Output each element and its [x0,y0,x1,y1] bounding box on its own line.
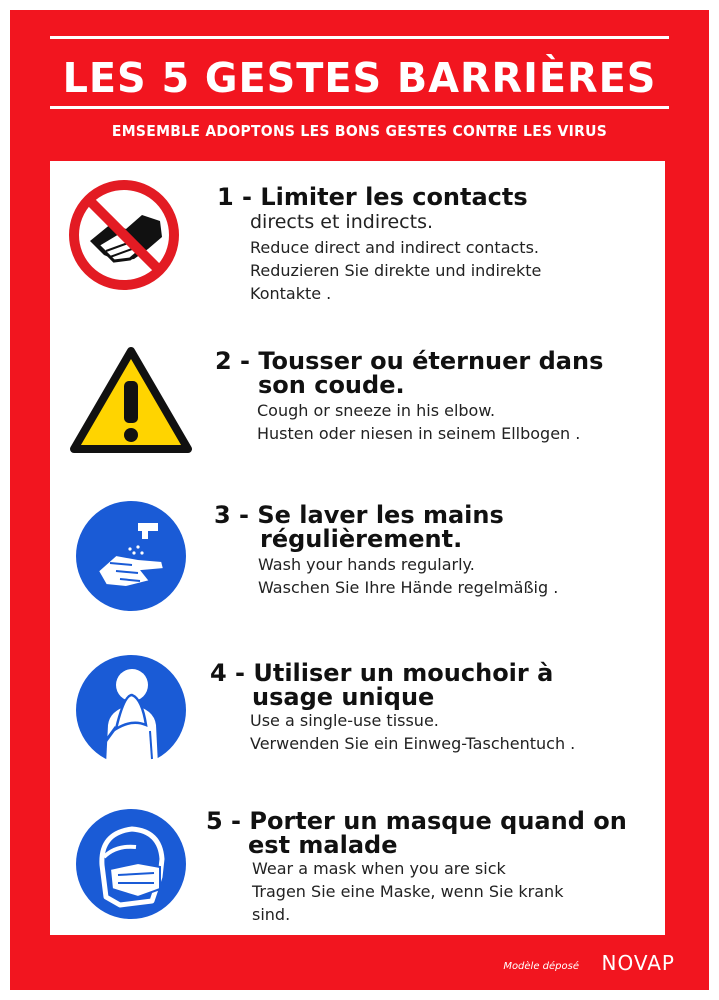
no-handshake-icon [68,179,180,295]
item-3-english: Wash your hands regularly. [258,555,475,574]
item-5-heading-cont: est malade [248,831,398,859]
item-1-english: Reduce direct and indirect contacts. [250,238,539,257]
poster [10,10,709,990]
item-3-heading-cont: régulièrement. [260,525,463,553]
registered-model-label: Modèle déposé [503,961,579,972]
item-2-english: Cough or sneeze in his elbow. [257,401,496,420]
brand-logo: NOVAP [601,951,675,975]
hand-washing-icon [76,501,186,615]
poster-subtitle: EMSEMBLE ADOPTONS LES BONS GESTES CONTRE LES VIRUS [111,122,608,140]
warning-triangle-icon [68,345,194,461]
item-2-heading: 2 - Tousser ou éternuer dans [215,347,604,375]
item-2-heading-cont: son coude. [258,371,405,399]
item-1-heading-cont: directs et indirects. [250,211,434,233]
item-1-german-2: Kontakte . [250,284,332,303]
top-rule [50,36,669,39]
item-5-german-1: Tragen Sie eine Maske, wenn Sie krank [252,882,564,901]
poster-title: LES 5 GESTES BARRIÈRES [62,54,657,102]
item-3-heading: 3 - Se laver les mains [214,501,504,529]
item-1-german-1: Reduzieren Sie direkte und indirekte [250,261,542,280]
item-3-german-1: Waschen Sie Ihre Hände regelmäßig . [258,578,559,597]
content-panel [50,161,665,935]
item-4-english: Use a single-use tissue. [250,711,439,730]
item-2-german-1: Husten oder niesen in seinem Ellbogen . [257,424,581,443]
face-mask-icon [76,809,186,923]
item-5-english: Wear a mask when you are sick [252,859,506,878]
item-4-heading-cont: usage unique [252,683,435,711]
item-1-heading: 1 - Limiter les contacts [217,183,528,211]
item-4-heading: 4 - Utiliser un mouchoir à [210,659,554,687]
item-4-german-1: Verwenden Sie ein Einweg-Taschentuch . [250,734,576,753]
item-5-heading: 5 - Porter un masque quand on [206,807,627,835]
title-bottom-rule [50,106,669,109]
tissue-icon [76,655,186,769]
item-5-german-2: sind. [252,905,291,924]
